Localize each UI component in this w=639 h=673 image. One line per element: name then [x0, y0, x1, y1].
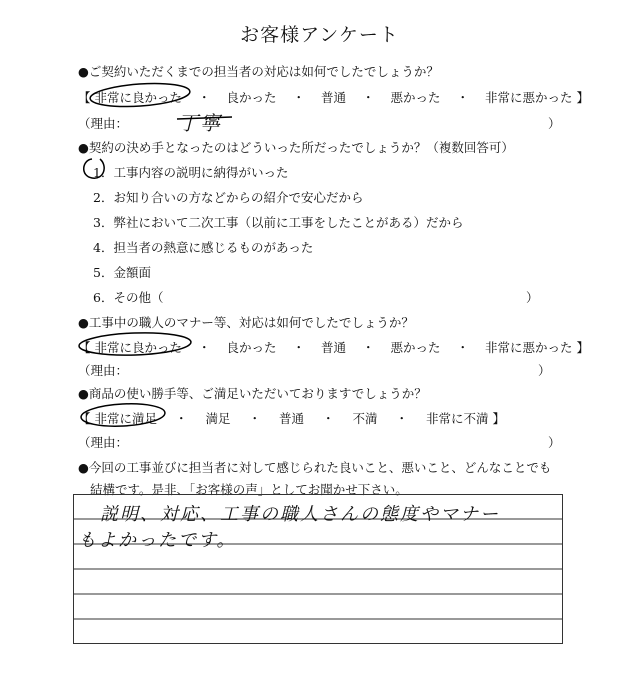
q1-option-5[interactable]: 非常に悪かった — [485, 90, 573, 105]
q4-question: ●商品の使い勝手等、ご満足いただいておりますでしょうか？ — [78, 386, 427, 401]
q2-item-3[interactable]: 3．弊社において二次工事（以前に工事をしたことがある）だから — [93, 215, 464, 230]
q3-reason-label: （理由： — [78, 363, 129, 378]
separator: ・ — [175, 411, 188, 426]
q2-selection-circle — [84, 159, 104, 178]
q2-item-1[interactable]: 1．工事内容の説明に納得がいった — [93, 165, 289, 180]
q4-option-2[interactable]: 満足 — [205, 411, 231, 426]
separator: ・ — [292, 90, 306, 105]
q1-option-4[interactable]: 悪かった — [390, 90, 441, 105]
separator: ・ — [292, 340, 306, 355]
q3-option-5[interactable]: 非常に悪かった — [485, 340, 573, 355]
q2-item-6[interactable]: 6．その他（ — [93, 290, 164, 305]
q2-question: ●契約の決め手となったのはどういった所だったでしょうか？（複数回答可） — [78, 140, 514, 155]
q4-option-4[interactable]: 不満 — [352, 411, 378, 426]
page-title: お客様アンケート — [240, 24, 399, 46]
q5-prompt-line2: 結構です。是非、「お客様の声」としてお聞かせ下さい。 — [90, 482, 408, 497]
bracket-open: 【 — [78, 90, 91, 105]
q2-item-4[interactable]: 4．担当者の熱意に感じるものがあった — [93, 240, 314, 255]
q4-option-5[interactable]: 非常に不満 — [426, 411, 489, 426]
q1-reason-label: （理由： — [78, 116, 129, 131]
q1-question: ●ご契約いただくまでの担当者の対応は如何でしたでしょうか？ — [78, 64, 439, 79]
separator: ・ — [362, 340, 375, 355]
q1-option-2[interactable]: 良かった — [226, 90, 277, 105]
q3-option-1[interactable]: 非常に良かった — [94, 340, 183, 355]
q5-answer-line1: 説明、対応、工事の職人さんの態度やマナー — [100, 504, 500, 525]
separator: ・ — [198, 340, 211, 355]
separator: ・ — [456, 90, 470, 105]
q2-item-5[interactable]: 5．金額面 — [93, 265, 151, 280]
q1-reason-answer[interactable]: 丁寧 — [178, 111, 222, 135]
separator: ・ — [198, 90, 211, 105]
q5-prompt-line1: ●今回の工事並びに担当者に対して感じられた良いこと、悪いこと、どんなことでも — [78, 460, 552, 475]
q1-reason-close: ） — [548, 116, 561, 131]
q4-option-1[interactable]: 非常に満足 — [94, 411, 158, 426]
separator: ・ — [395, 411, 409, 426]
q4-reason-label: （理由： — [78, 435, 129, 450]
q1-option-1[interactable]: 非常に良かった — [94, 90, 183, 105]
q4-selection-circle — [80, 402, 165, 428]
bracket-close: 】 — [576, 90, 590, 105]
q3-option-2[interactable]: 良かった — [226, 340, 277, 355]
q3-option-3[interactable]: 普通 — [321, 340, 347, 355]
bracket-close: 】 — [492, 411, 506, 426]
q5-answer-line2: もよかったです。 — [78, 530, 237, 551]
q3-reason-close: ） — [538, 363, 551, 378]
bracket-close: 】 — [576, 340, 590, 355]
q2-other-close: ） — [526, 290, 539, 305]
separator: ・ — [362, 90, 375, 105]
separator: ・ — [322, 411, 335, 426]
q1-strike-mark — [177, 117, 232, 119]
q3-selection-circle — [79, 331, 192, 357]
q1-selection-circle — [89, 81, 190, 110]
q2-item-2[interactable]: 2．お知り合いの方などからの紹介で安心だから — [93, 190, 364, 205]
separator: ・ — [456, 340, 470, 355]
bracket-open: 【 — [78, 411, 91, 426]
q3-option-4[interactable]: 悪かった — [390, 340, 441, 355]
q3-question: ●工事中の職人のマナー等、対応は如何でしたでしょうか？ — [78, 315, 414, 330]
bracket-open: 【 — [78, 340, 91, 355]
q4-reason-close: ） — [548, 435, 561, 450]
q4-option-3[interactable]: 普通 — [279, 411, 305, 426]
q1-option-3[interactable]: 普通 — [321, 90, 347, 105]
separator: ・ — [248, 411, 262, 426]
